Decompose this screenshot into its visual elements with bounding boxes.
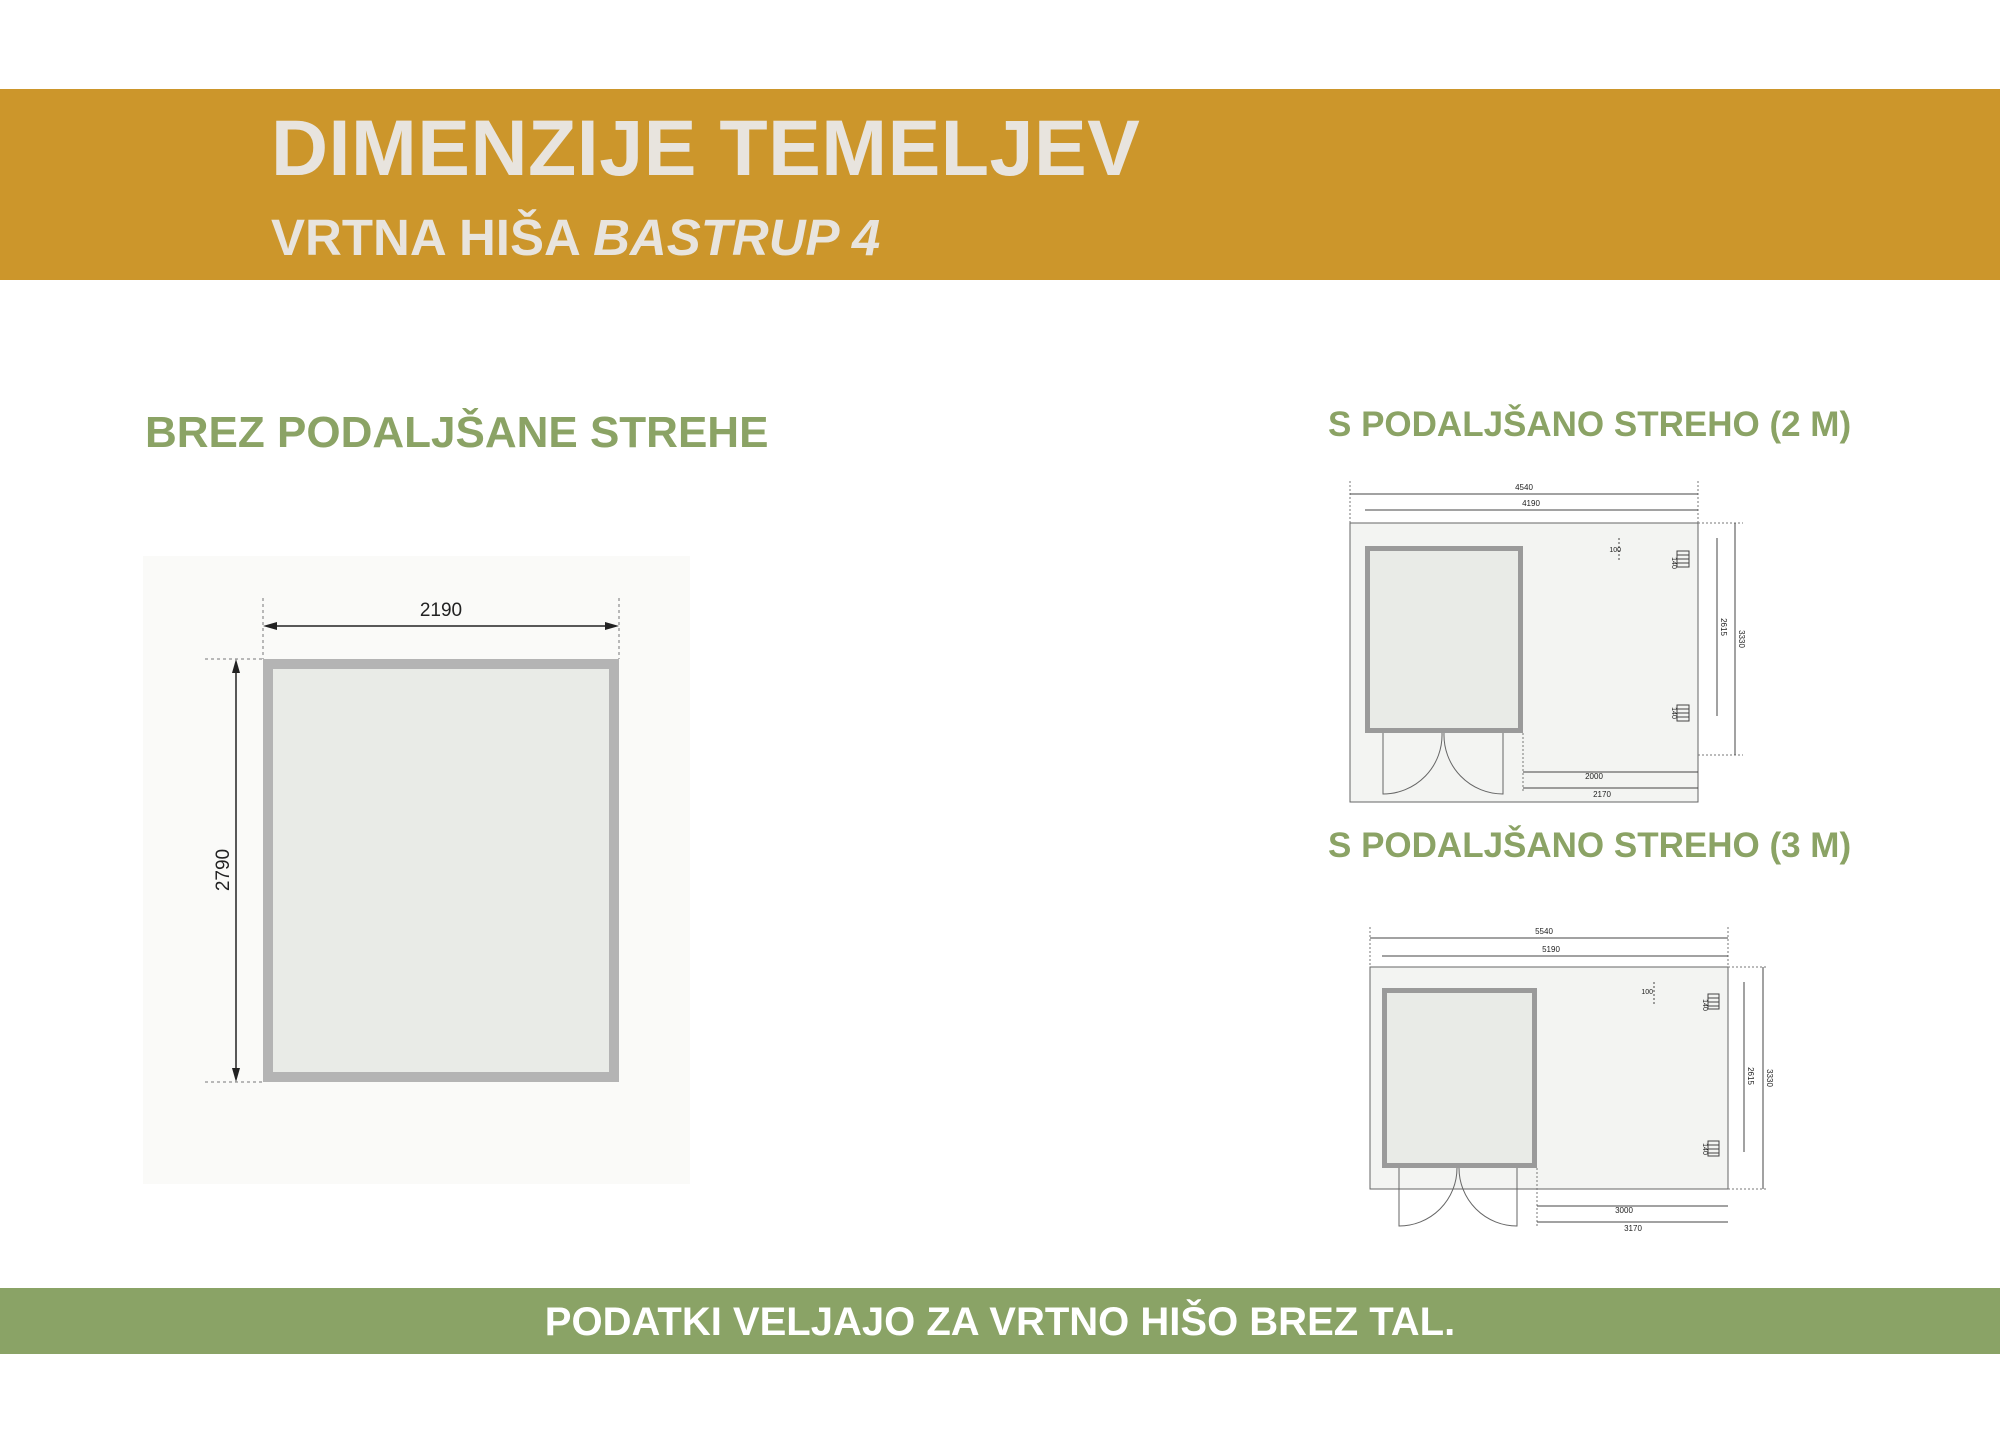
house-interior xyxy=(1370,551,1518,728)
section-title-roof-2m: S PODALJŠANO STREHO (2 M) xyxy=(1328,405,1852,444)
dim-roof-inner-label: 2000 xyxy=(1585,772,1603,781)
dim-width-label: 2190 xyxy=(419,600,463,621)
post-bottom-label: 140 xyxy=(1701,1143,1708,1155)
dim-roof-outer-label: 3170 xyxy=(1624,1224,1642,1233)
dim-total-width-label: 4540 xyxy=(1515,483,1533,492)
dim-total-depth-label: 3330 xyxy=(1765,1069,1774,1087)
house-interior xyxy=(1387,993,1532,1163)
post-top-label: 140 xyxy=(1701,999,1708,1011)
post-bottom-label: 140 xyxy=(1670,707,1677,719)
plan-roof-2m xyxy=(1343,476,1748,802)
subtitle-model: BASTRUP 4 xyxy=(593,209,881,266)
dim-foundation-width-label: 4190 xyxy=(1522,499,1540,508)
dim-inner-depth-label: 2615 xyxy=(1719,618,1728,636)
dim-offset-label: 100 xyxy=(1609,547,1621,554)
dim-depth-label: 2790 xyxy=(213,848,234,892)
dim-total-depth-label: 3330 xyxy=(1737,630,1746,648)
page-subtitle xyxy=(271,208,880,267)
dim-inner-depth-label: 2615 xyxy=(1746,1067,1755,1085)
dim-roof-inner-label: 3000 xyxy=(1615,1206,1633,1215)
page-title: DIMENZIJE TEMELJEV xyxy=(271,103,1141,192)
dim-foundation-width-label: 5190 xyxy=(1542,945,1560,954)
plan-basic xyxy=(143,556,690,1184)
dim-offset-label: 100 xyxy=(1641,989,1653,996)
section-title-basic: BREZ PODALJŠANE STREHE xyxy=(145,408,769,457)
footer-note: PODATKI VELJAJO ZA VRTNO HIŠO BREZ TAL. xyxy=(544,1300,1456,1344)
foundation-interior xyxy=(273,669,609,1072)
plan-roof-3m xyxy=(1363,922,1773,1234)
post-top-label: 140 xyxy=(1670,557,1677,569)
dim-total-width-label: 5540 xyxy=(1535,927,1553,936)
dim-roof-outer-label: 2170 xyxy=(1593,790,1611,799)
subtitle-prefix: VRTNA HIŠA xyxy=(271,209,594,266)
section-title-roof-3m: S PODALJŠANO STREHO (3 M) xyxy=(1328,826,1852,865)
